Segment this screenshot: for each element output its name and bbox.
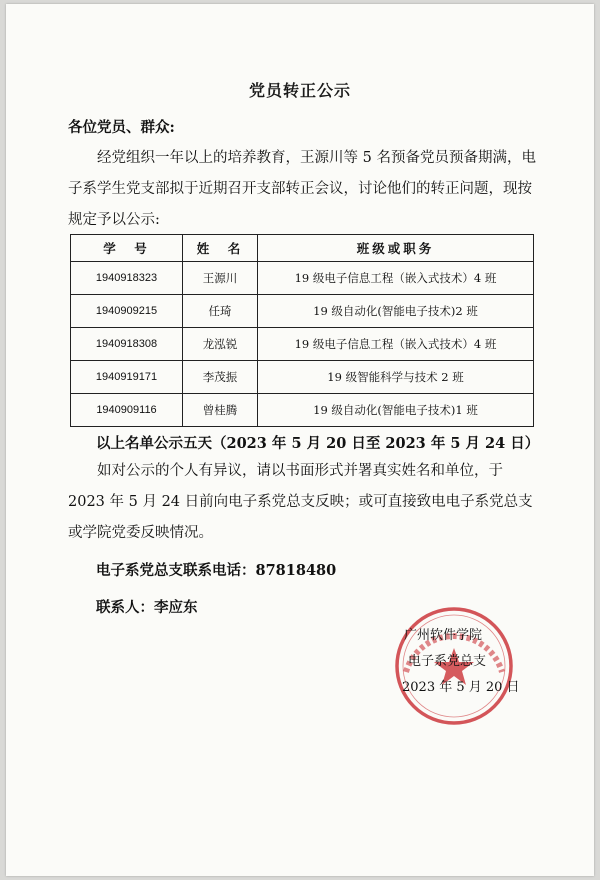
name-cell: 曾桂腾 [183,394,258,427]
table-header-row [71,235,534,262]
document-title: 党员转正公示 [248,81,351,100]
name-cell: 李茂振 [183,361,258,394]
table-row [71,295,534,328]
publicity-period: 以上名单公示五天（2023 年 5 月 20 日至 2023 年 5 月 24 日） [96,435,540,452]
header-student-id: 学 号 [71,235,183,262]
student-id-cell: 1940918323 [71,262,183,295]
header-class: 班级或职务 [258,235,534,262]
student-id-cell: 1940909116 [71,394,183,427]
contact-person: 联系人：李应东 [96,599,198,616]
student-id-cell: 1940918308 [71,328,183,361]
table-row [71,262,534,295]
class-cell: 19 级自动化(智能电子技术)2 班 [258,295,534,328]
signature-date: 2023 年 5 月 20 日 [402,680,520,695]
intro-paragraph: 经党组织一年以上的培养教育，王源川等 5 名预备党员预备期满，电子系学生党支部拟于近期召开支部转正会议，讨论他们的转正问题，现按规定予以公示: [68,150,536,228]
class-cell: 19 级智能科学与技术 2 班 [258,361,534,394]
student-id-cell: 1940909215 [71,295,183,328]
objection-paragraph: 如对公示的个人有异议，请以书面形式并署真实姓名和单位，于 2023 年 5 月 24 日前向电子系党总支反映；或可直接致电电子系党总支或学院党委反映情况。 [68,463,533,541]
signature-dept: 电子系党总支 [408,654,487,669]
signature-org: 广州软件学院 [404,628,483,643]
contact-phone: 电子系党总支联系电话：87818480 [96,562,337,579]
name-cell: 王源川 [183,262,258,295]
class-cell: 19 级电子信息工程（嵌入式技术）4 班 [258,262,534,295]
table-row [71,361,534,394]
table-row [71,394,534,427]
class-cell: 19 级自动化(智能电子技术)1 班 [258,394,534,427]
document-page [6,4,594,876]
name-cell: 任琦 [183,295,258,328]
header-name: 姓 名 [183,235,258,262]
name-cell: 龙泓锐 [183,328,258,361]
class-cell: 19 级电子信息工程（嵌入式技术）4 班 [258,328,534,361]
table-row [71,328,534,361]
salutation: 各位党员、群众: [68,119,175,136]
student-id-cell: 1940919171 [71,361,183,394]
members-table [70,234,534,427]
